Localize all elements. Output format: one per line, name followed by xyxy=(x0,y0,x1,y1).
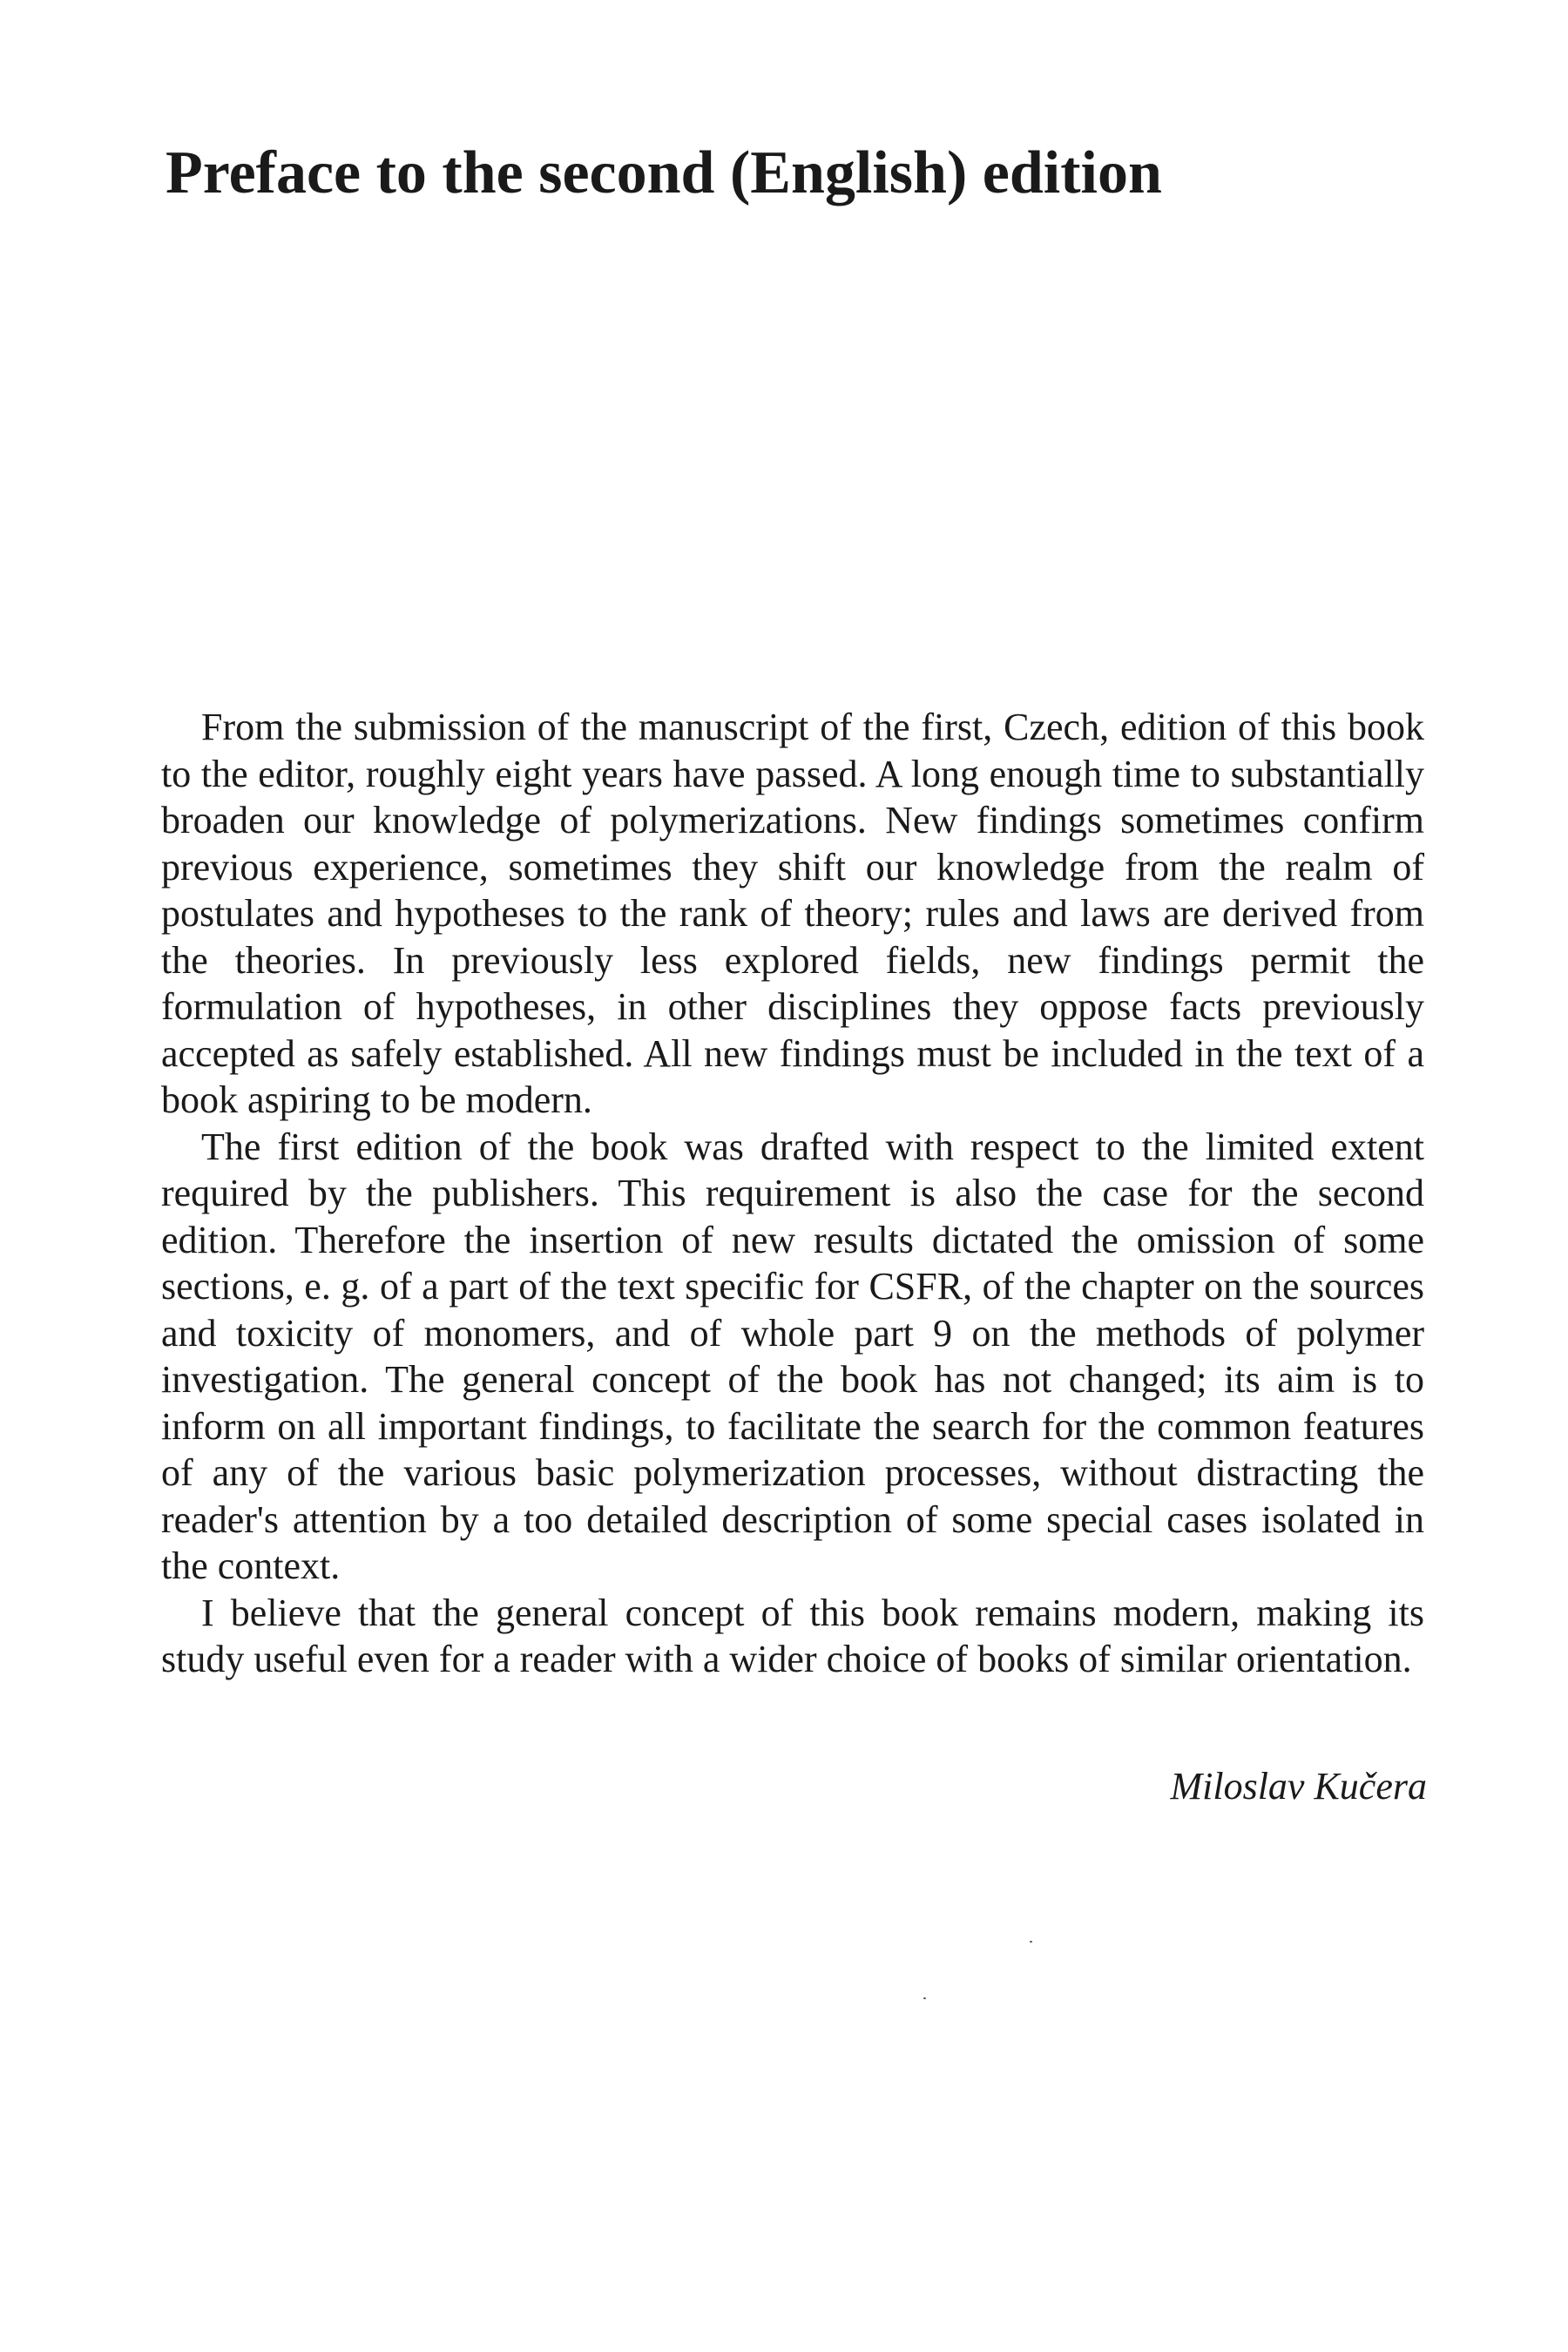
preface-body xyxy=(161,704,1424,1683)
scan-speck xyxy=(923,1997,926,1999)
scan-speck xyxy=(1030,1941,1032,1943)
author-signature: Miloslav Kučera xyxy=(1170,1765,1427,1808)
page-title: Preface to the second (English) edition xyxy=(166,139,1162,206)
paragraph-1: From the submission of the manuscript of the first, Czech, edition of this book to the editor, roughly eight years have passed. A long enough time to substantially broaden our knowledge of polymerizations. New findings sometimes confirm previous experience, sometimes they shift our knowledge from the realm of postulates and hypotheses to the rank of theory; rules and laws are derived from the theories. In previously less explored fields, new findings permit the formulation of hypotheses, in other disciplines they oppose facts previously accepted as safely established. All new findings must be included in the text of a book aspiring to be modern. xyxy=(161,706,1424,1121)
paragraph-2: The first edition of the book was drafted with respect to the limited extent required by the publishers. This requirement is also the case for the second edition. Therefore the insertion of new results dictated the omission of some sections, e. g. of a part of the text specific for CSFR, of the chapter on the sources and toxicity of monomers, and of whole part 9 on the methods of polymer investigation. The general concept of the book has not changed; its aim is to inform on all important findings, to facilitate the search for the common features of any of the various basic polymerization processes, without distracting the reader's attention by a too detailed description of some special cases isolated in the context. xyxy=(161,1125,1424,1587)
paragraph-3: I believe that the general concept of this book remains modern, making its study useful even for a reader with a wider choice of books of similar orientation. xyxy=(161,1591,1424,1680)
